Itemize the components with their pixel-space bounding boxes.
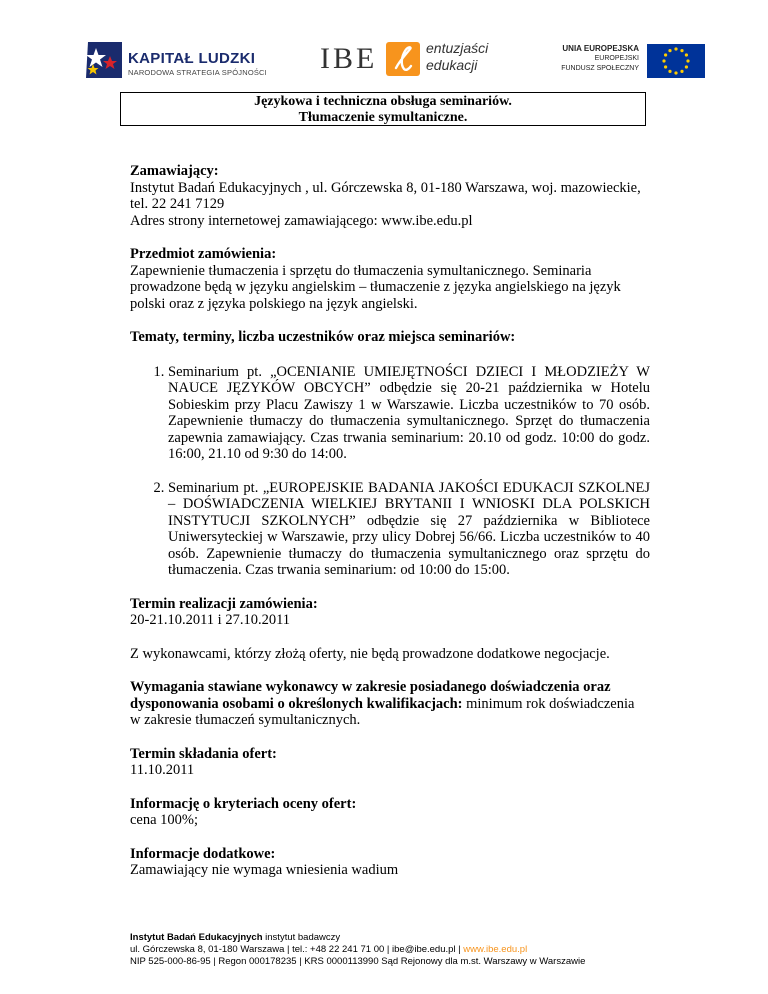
kryteria-heading: Informację o kryteriach oceny ofert: — [130, 795, 357, 812]
ibe-logo — [320, 40, 510, 80]
seminar-item-1: 1. Seminarium pt. „OCENIANIE UMIEJĘTNOŚCI DZIECI I MŁODZIEŻY W NAUCE JĘZYKÓW OBCYCH” odbędzie się 20-21 października w Hotelu Sobieskim przy Placu Zawiszy 1 w Warszawie. Liczba uczestników to 70 osób. Zapewnienie tłumaczy do tłumaczenia symultanicznego. Sprzęt do tłumaczenia zapewnia zamawiający. Czas trwania seminarium: 20.10 od godz. 10:00 do godz. 16:00, 21.10 od 9:30 do 14:00. — [168, 364, 650, 463]
wymagania-text-line1: minimum rok doświadczenia — [462, 695, 635, 712]
ibe-wordmark: IBE — [320, 42, 378, 75]
eu-logo — [555, 42, 705, 82]
zamawiajacy-text: Instytut Badań Edukacyjnych , ul. Górczewska 8, 01-180 Warszawa, woj. mazowieckie, tel. 22 241 7129 — [130, 179, 641, 212]
wymagania-heading-line1: Wymagania stawiane wykonawcy w zakresie posiadanego doświadczenia oraz — [130, 679, 611, 695]
ibe-mark-icon — [386, 42, 420, 76]
kapital-ludzki-subtitle: NARODOWA STRATEGIA SPÓJNOŚCI — [128, 68, 267, 77]
przedmiot-heading: Przedmiot zamówienia: — [130, 246, 277, 262]
termin-ofert-heading: Termin składania ofert: — [130, 745, 277, 762]
przedmiot-text: Zapewnienie tłumaczenia i sprzętu do tłumaczenia symultanicznego. Seminaria prowadzone będą w języku angielskim – tłumaczenie z języka angielskiego na język polski oraz z języka polskiego na język angielski. — [130, 262, 621, 312]
document-title-line2: Tłumaczenie symultaniczne. — [298, 110, 468, 125]
negocjacje-text: Z wykonawcami, którzy złożą oferty, nie będą prowadzone dodatkowe negocjacje. — [130, 645, 610, 662]
dodatkowe-heading: Informacje dodatkowe: — [130, 845, 276, 862]
ibe-slogan-line1: entuzjaści — [426, 40, 489, 56]
tematy-heading: Tematy, terminy, liczba uczestników oraz miejsca seminariów: — [130, 329, 516, 345]
kryteria-text: cena 100%; — [130, 812, 199, 828]
wymagania-heading-line2: dysponowania osobami o określonych kwalifikacjach: — [130, 695, 463, 712]
termin-realizacji-text: 20-21.10.2011 i 27.10.2011 — [130, 612, 291, 628]
footer-line1 — [130, 932, 585, 944]
footer-website-link[interactable]: www.ibe.edu.pl — [463, 944, 528, 955]
ibe-slogan-line2: edukacji — [426, 57, 478, 73]
eu-flag-icon — [647, 44, 705, 78]
zamawiajacy-www: Adres strony internetowej zamawiającego: www.ibe.edu.pl — [130, 212, 473, 229]
kapital-ludzki-title: KAPITAŁ LUDZKI — [128, 50, 256, 67]
footer-line2 — [130, 944, 585, 956]
wymagania-paragraph — [130, 679, 650, 729]
kapital-ludzki-star-icon — [82, 40, 124, 80]
page-footer — [130, 932, 585, 968]
termin-realizacji-heading: Termin realizacji zamówienia: — [130, 595, 318, 612]
zamawiajacy-heading: Zamawiający: — [130, 163, 219, 179]
document-title-line1: Językowa i techniczna obsługa seminariów. — [254, 94, 512, 109]
footer-org-name: Instytut Badań Edukacyjnych — [130, 932, 263, 943]
eu-line3: FUNDUSZ SPOŁECZNY — [561, 65, 639, 72]
seminar-item-2: 2. Seminarium pt. „EUROPEJSKIE BADANIA JAKOŚCI EDUKACJI SZKOLNEJ – DOŚWIADCZENIA WIELKIEJ BRYTANII I WNIOSKI DLA POLSKICH INSTYTUCJI SZKOLNYCH” odbędzie się 27 października w Bibliotece Uniwersyteckiej w Warszawie, przy ulicy Dobrej 56/66. Liczba uczestników to 40 osób. Zapewnienie tłumaczy do tłumaczenia symultanicznego oraz sprzętu do tłumaczenia. Czas trwania seminarium: od 10:00 do 15:00. — [168, 480, 650, 579]
seminar-list — [130, 364, 650, 579]
page-header — [0, 0, 768, 95]
eu-line1: UNIA EUROPEJSKA — [562, 44, 639, 53]
dodatkowe-text: Zamawiający nie wymaga wniesienia wadium — [130, 862, 399, 878]
document-title-box — [120, 92, 646, 126]
footer-org-type: instytut badawczy — [262, 932, 341, 943]
eu-line2: EUROPEJSKI — [594, 55, 639, 62]
termin-ofert-text: 11.10.2011 — [130, 762, 195, 778]
footer-contact: ul. Górczewska 8, 01-180 Warszawa | tel.: +48 22 241 71 00 | ibe@ibe.edu.pl | — [130, 944, 464, 955]
footer-line3: NIP 525-000-86-95 | Regon 000178235 | KRS 0000113990 Sąd Rejonowy dla m.st. Warszawy w Warszawie — [130, 956, 586, 967]
kapital-ludzki-logo — [82, 40, 267, 80]
document-body — [130, 163, 650, 879]
wymagania-text-line2: w zakresie tłumaczeń symultanicznych. — [130, 712, 361, 728]
